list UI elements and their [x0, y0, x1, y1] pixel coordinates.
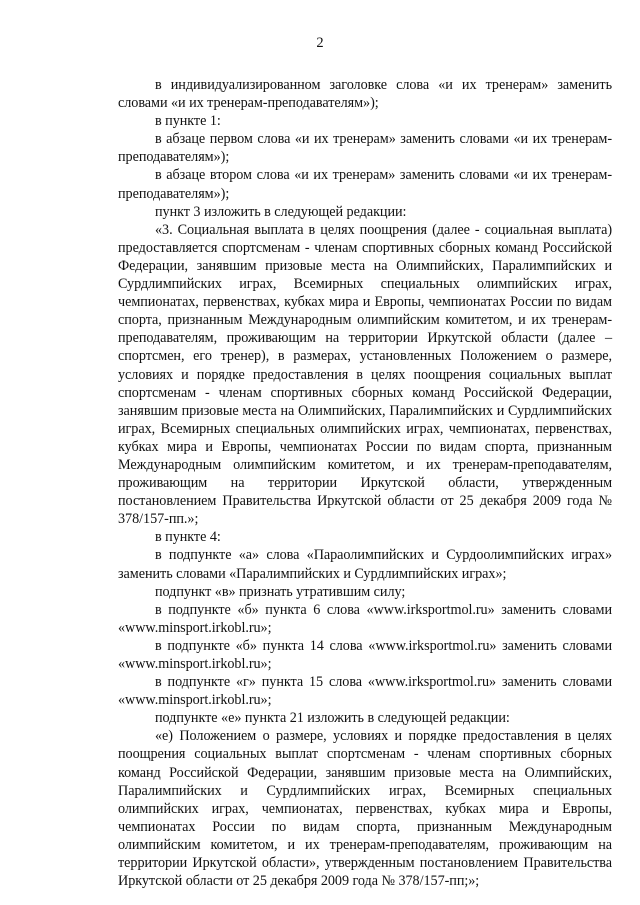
paragraph-subpoint-a: в подпункте «а» слова «Параолимпийских и Сурдоолимпийских играх» заменить словами «Паралимпийских и Сурдлимпийских играх»; — [118, 547, 612, 582]
paragraph-point-3-intro: пункт 3 изложить в следующей редакции: — [155, 203, 407, 220]
paragraph-point-21-text: «е) Положением о размере, условиях и порядке предоставления в целях поощрения социальных выплат спортсменам - членам спортивных сборных команд Российской Федерации, занявшим призовые места на Олимпийских, Паралимпийских и Сурдлимпийских играх, Всемирных специальных олимпийских играх, чемпионатах, первенствах, кубках мира и Европы, чемпионатах России по видам спорта, признанным Международным олимпийским комитетом, и их тренерам-преподавателям, проживающим на территории Иркутской области», утвержденным постановлением Правительства Иркутской области от 25 декабря 2009 года № 378/157-пп;»; — [118, 728, 612, 890]
paragraph-point-15: в подпункте «г» пункта 15 слова «www.irksportmol.ru» заменить словами «www.minsport.irkobl.ru»; — [118, 674, 612, 709]
paragraph-point-14: в подпункте «б» пункта 14 слова «www.irksportmol.ru» заменить словами «www.minsport.irkobl.ru»; — [118, 637, 612, 672]
paragraph-point-1: в пункте 1: — [155, 113, 221, 130]
paragraph-second-abzac: в абзаце втором слова «и их тренерам» заменить словами «и их тренерам-преподавателям»); — [118, 167, 612, 202]
document-body — [118, 76, 612, 890]
paragraph-point-3-text: «3. Социальная выплата в целях поощрения (далее - социальная выплата) предоставляется спортсменам - членам спортивных сборных команд Российской Федерации, занявшим призовые места на Олимпийских, Паралимпийских и Сурдлимпийских играх, Всемирных специальных олимпийских играх, чемпионатах, первенствах, кубках мира и Европы, чемпионатах России по видам спорта, признанным Международным олимпийским комитетом, и их тренерам-преподавателям, проживающим на территории Иркутской области (далее – спортсмен, его тренер), в размерах, установленных Положением о размере, условиях и порядке предоставления в целях поощрения социальных выплат спортсменам - членам спортивных сборных команд Российской Федерации, занявшим призовые места на Олимпийских, Паралимпийских и Сурдлимпийских играх, Всемирных специальных олимпийских играх, чемпионатах, первенствах, кубках мира и Европы, чемпионатах России по видам спорта, признанным Международным олимпийским комитетом, и их тренерам-преподавателям, проживающим на территории Иркутской области, утвержденным постановлением Правительства Иркутской области от 25 декабря 2009 года № 378/157-пп.»; — [118, 221, 612, 528]
paragraph-point-4: в пункте 4: — [155, 529, 221, 546]
page-number: 2 — [316, 35, 324, 51]
paragraph-point-6: в подпункте «б» пункта 6 слова «www.irksportmol.ru» заменить словами «www.minsport.irkobl.ru»; — [118, 601, 612, 636]
paragraph-point-21-intro: подпункте «е» пункта 21 изложить в следующей редакции: — [155, 710, 510, 727]
paragraph-subpoint-v: подпункт «в» признать утратившим силу; — [155, 583, 406, 600]
paragraph-heading-amendment: в индивидуализированном заголовке слова «и их тренерам» заменить словами «и их тренерам-преподавателям»); — [118, 77, 612, 112]
paragraph-first-abzac: в абзаце первом слова «и их тренерам» заменить словами «и их тренерам-преподавателям»); — [118, 131, 612, 166]
